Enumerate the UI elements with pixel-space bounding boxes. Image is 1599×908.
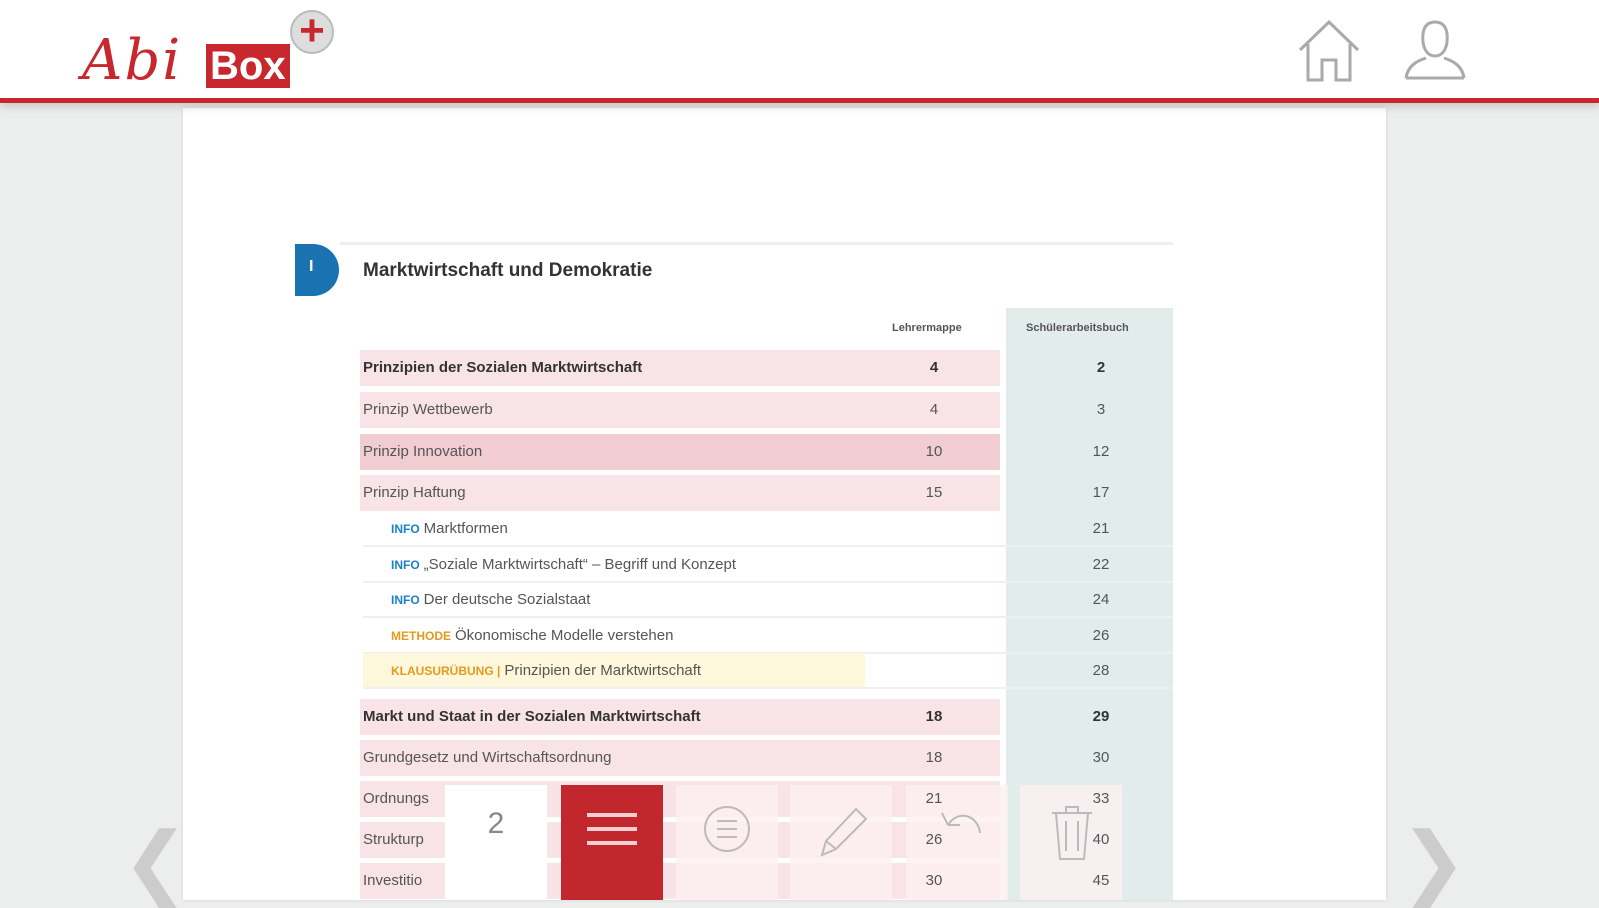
- row-title: Prinzipien der Marktwirtschaft: [504, 662, 702, 679]
- row-title: Marktformen: [423, 520, 508, 537]
- student-page: 21: [1092, 520, 1110, 537]
- logo-text: Abi: [82, 28, 183, 93]
- divider: [340, 242, 1173, 245]
- menu-icon: [587, 803, 639, 853]
- logo-plus: +: [290, 10, 334, 54]
- row-tag: INFO: [391, 522, 420, 536]
- student-page: 17: [1092, 484, 1110, 501]
- table-row[interactable]: [363, 511, 1173, 547]
- student-page: 29: [1092, 708, 1110, 725]
- row-tag: INFO: [391, 557, 420, 572]
- logo-box: Box: [206, 44, 290, 88]
- row-title: Prinzip Innovation: [363, 443, 483, 460]
- row-title: „Soziale Marktwirtschaft“ – Begriff und Konzept: [423, 555, 737, 573]
- home-icon[interactable]: [1296, 18, 1362, 84]
- comment-icon: [702, 803, 754, 855]
- teacher-page: 26: [925, 831, 943, 848]
- row-tag: METHODE: [391, 628, 451, 643]
- table-row[interactable]: [360, 434, 1173, 470]
- row-title: Grundgesetz und Wirtschaftsordnung: [363, 749, 612, 766]
- row-title: Ökonomische Modelle verstehen: [455, 626, 674, 644]
- abibox-logo[interactable]: [82, 6, 342, 94]
- chapter-title: Marktwirtschaft und Demokratie: [363, 260, 653, 281]
- row-title: Der deutsche Sozialstaat: [423, 591, 591, 608]
- table-row[interactable]: [363, 618, 1173, 654]
- student-page: 28: [1092, 662, 1110, 679]
- chapter-badge: I: [295, 244, 339, 296]
- row-title: Prinzip Wettbewerb: [363, 401, 493, 418]
- row-title: Markt und Staat in der Sozialen Marktwirtschaft: [363, 708, 701, 725]
- student-page: 26: [1092, 626, 1110, 644]
- user-icon[interactable]: [1402, 18, 1468, 84]
- teacher-page: 30: [925, 872, 943, 889]
- pencil-button[interactable]: [790, 785, 892, 900]
- row-title: Prinzipien der Sozialen Marktwirtschaft: [363, 359, 643, 376]
- row-tag: KLAUSURÜBUNG |: [391, 664, 501, 678]
- table-row[interactable]: [363, 547, 1173, 583]
- teacher-page: 10: [925, 443, 943, 460]
- student-page: 2: [1096, 359, 1106, 376]
- student-page: 45: [1092, 872, 1110, 889]
- prev-page-arrow[interactable]: ❮: [122, 817, 190, 906]
- table-row[interactable]: [360, 475, 1173, 511]
- teacher-page: 18: [925, 708, 943, 725]
- col-student-header: Schülerarbeitsbuch: [1026, 322, 1129, 334]
- teacher-page: 4: [929, 359, 939, 376]
- student-page: 30: [1092, 749, 1110, 766]
- student-page: 40: [1092, 831, 1110, 848]
- comment-button[interactable]: [676, 785, 778, 900]
- teacher-page: 18: [925, 749, 943, 766]
- menu-button[interactable]: [561, 785, 663, 900]
- row-tag: INFO: [391, 593, 420, 607]
- student-page: 12: [1092, 443, 1110, 460]
- table-row[interactable]: [360, 350, 1173, 386]
- pencil-icon: [816, 803, 872, 859]
- table-row[interactable]: [360, 392, 1173, 428]
- row-title: Ordnungs: [363, 790, 429, 807]
- table-row[interactable]: [360, 699, 1173, 735]
- table-row[interactable]: [363, 653, 1173, 689]
- table-row[interactable]: [363, 582, 1173, 618]
- student-page: 24: [1092, 591, 1110, 608]
- student-page: 33: [1092, 790, 1110, 807]
- teacher-page: 4: [929, 401, 939, 418]
- teacher-page: 21: [925, 790, 943, 807]
- table-row[interactable]: [360, 740, 1173, 776]
- app-header: [0, 0, 1599, 103]
- student-page: 22: [1092, 555, 1110, 573]
- row-title: Investitio: [363, 872, 423, 889]
- row-title: Prinzip Haftung: [363, 484, 466, 501]
- student-page: 3: [1096, 401, 1106, 418]
- teacher-page: 15: [925, 484, 943, 501]
- col-teacher-header: Lehrermappe: [892, 322, 962, 334]
- next-page-arrow[interactable]: ❯: [1400, 817, 1468, 906]
- page-number[interactable]: 2: [445, 785, 547, 900]
- row-title: Strukturp: [363, 831, 424, 848]
